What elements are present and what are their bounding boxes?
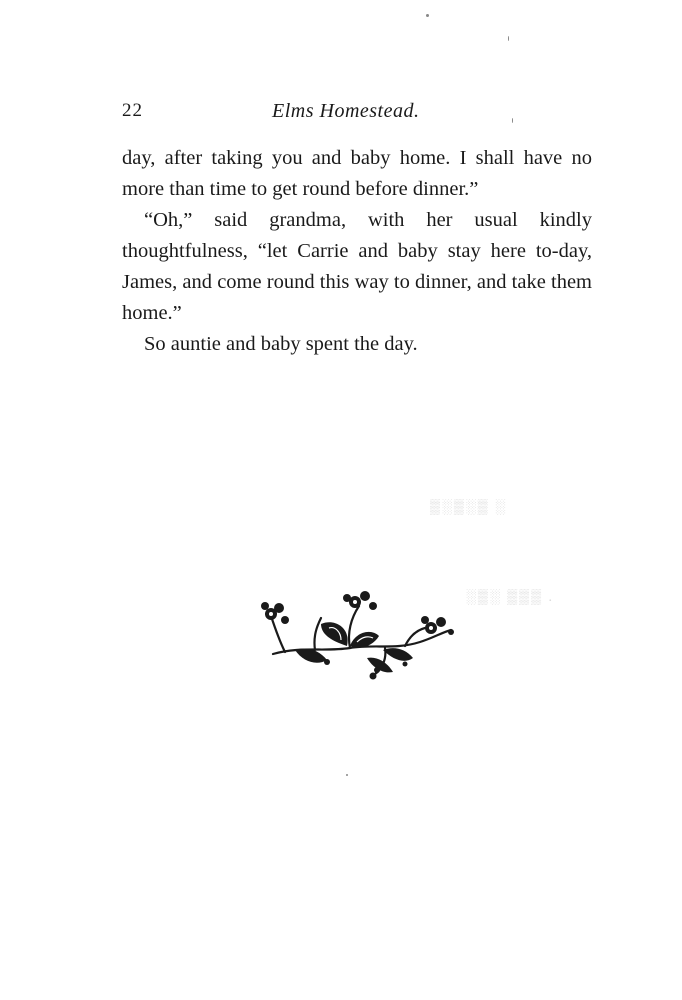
scan-speck [508,36,509,41]
berry [370,673,377,680]
scan-speck [346,774,348,776]
running-title: Elms Homestead. [272,100,420,122]
page-header [122,100,592,130]
show-through-smudge: ░▒░ ▒▒▒ . [466,590,555,605]
stem [314,618,321,650]
blossom [261,602,269,610]
blossom [281,616,289,624]
blossom [448,629,454,635]
scan-speck [426,14,429,17]
scan-speck [512,118,513,123]
show-through-smudge: ▒░▒░▒ ░ [430,500,508,515]
page-number: 22 [122,100,143,121]
paragraph: “Oh,” said grandma, with her usual kindly thoughtfulness, “let Carrie and baby stay here to-day, James, and come round this way to dinner, and take them home.” [122,209,592,324]
leaf [321,622,348,646]
leaf [350,632,379,648]
blossom [369,602,377,610]
blossom [274,603,284,613]
body-text [122,143,592,360]
leaf [383,648,413,661]
berry [324,659,330,665]
blossom [421,616,429,624]
blossom [360,591,370,601]
leaf [367,658,393,673]
paragraph: So auntie and baby spent the day. [144,333,418,355]
blossom [343,594,351,602]
blossom [436,617,446,627]
berry [403,662,408,667]
paragraph: day, after taking you and baby home. I shall have no more than time to get round before dinner.” [122,147,592,200]
floral-sprig-icon [255,588,460,680]
berry [374,667,380,673]
